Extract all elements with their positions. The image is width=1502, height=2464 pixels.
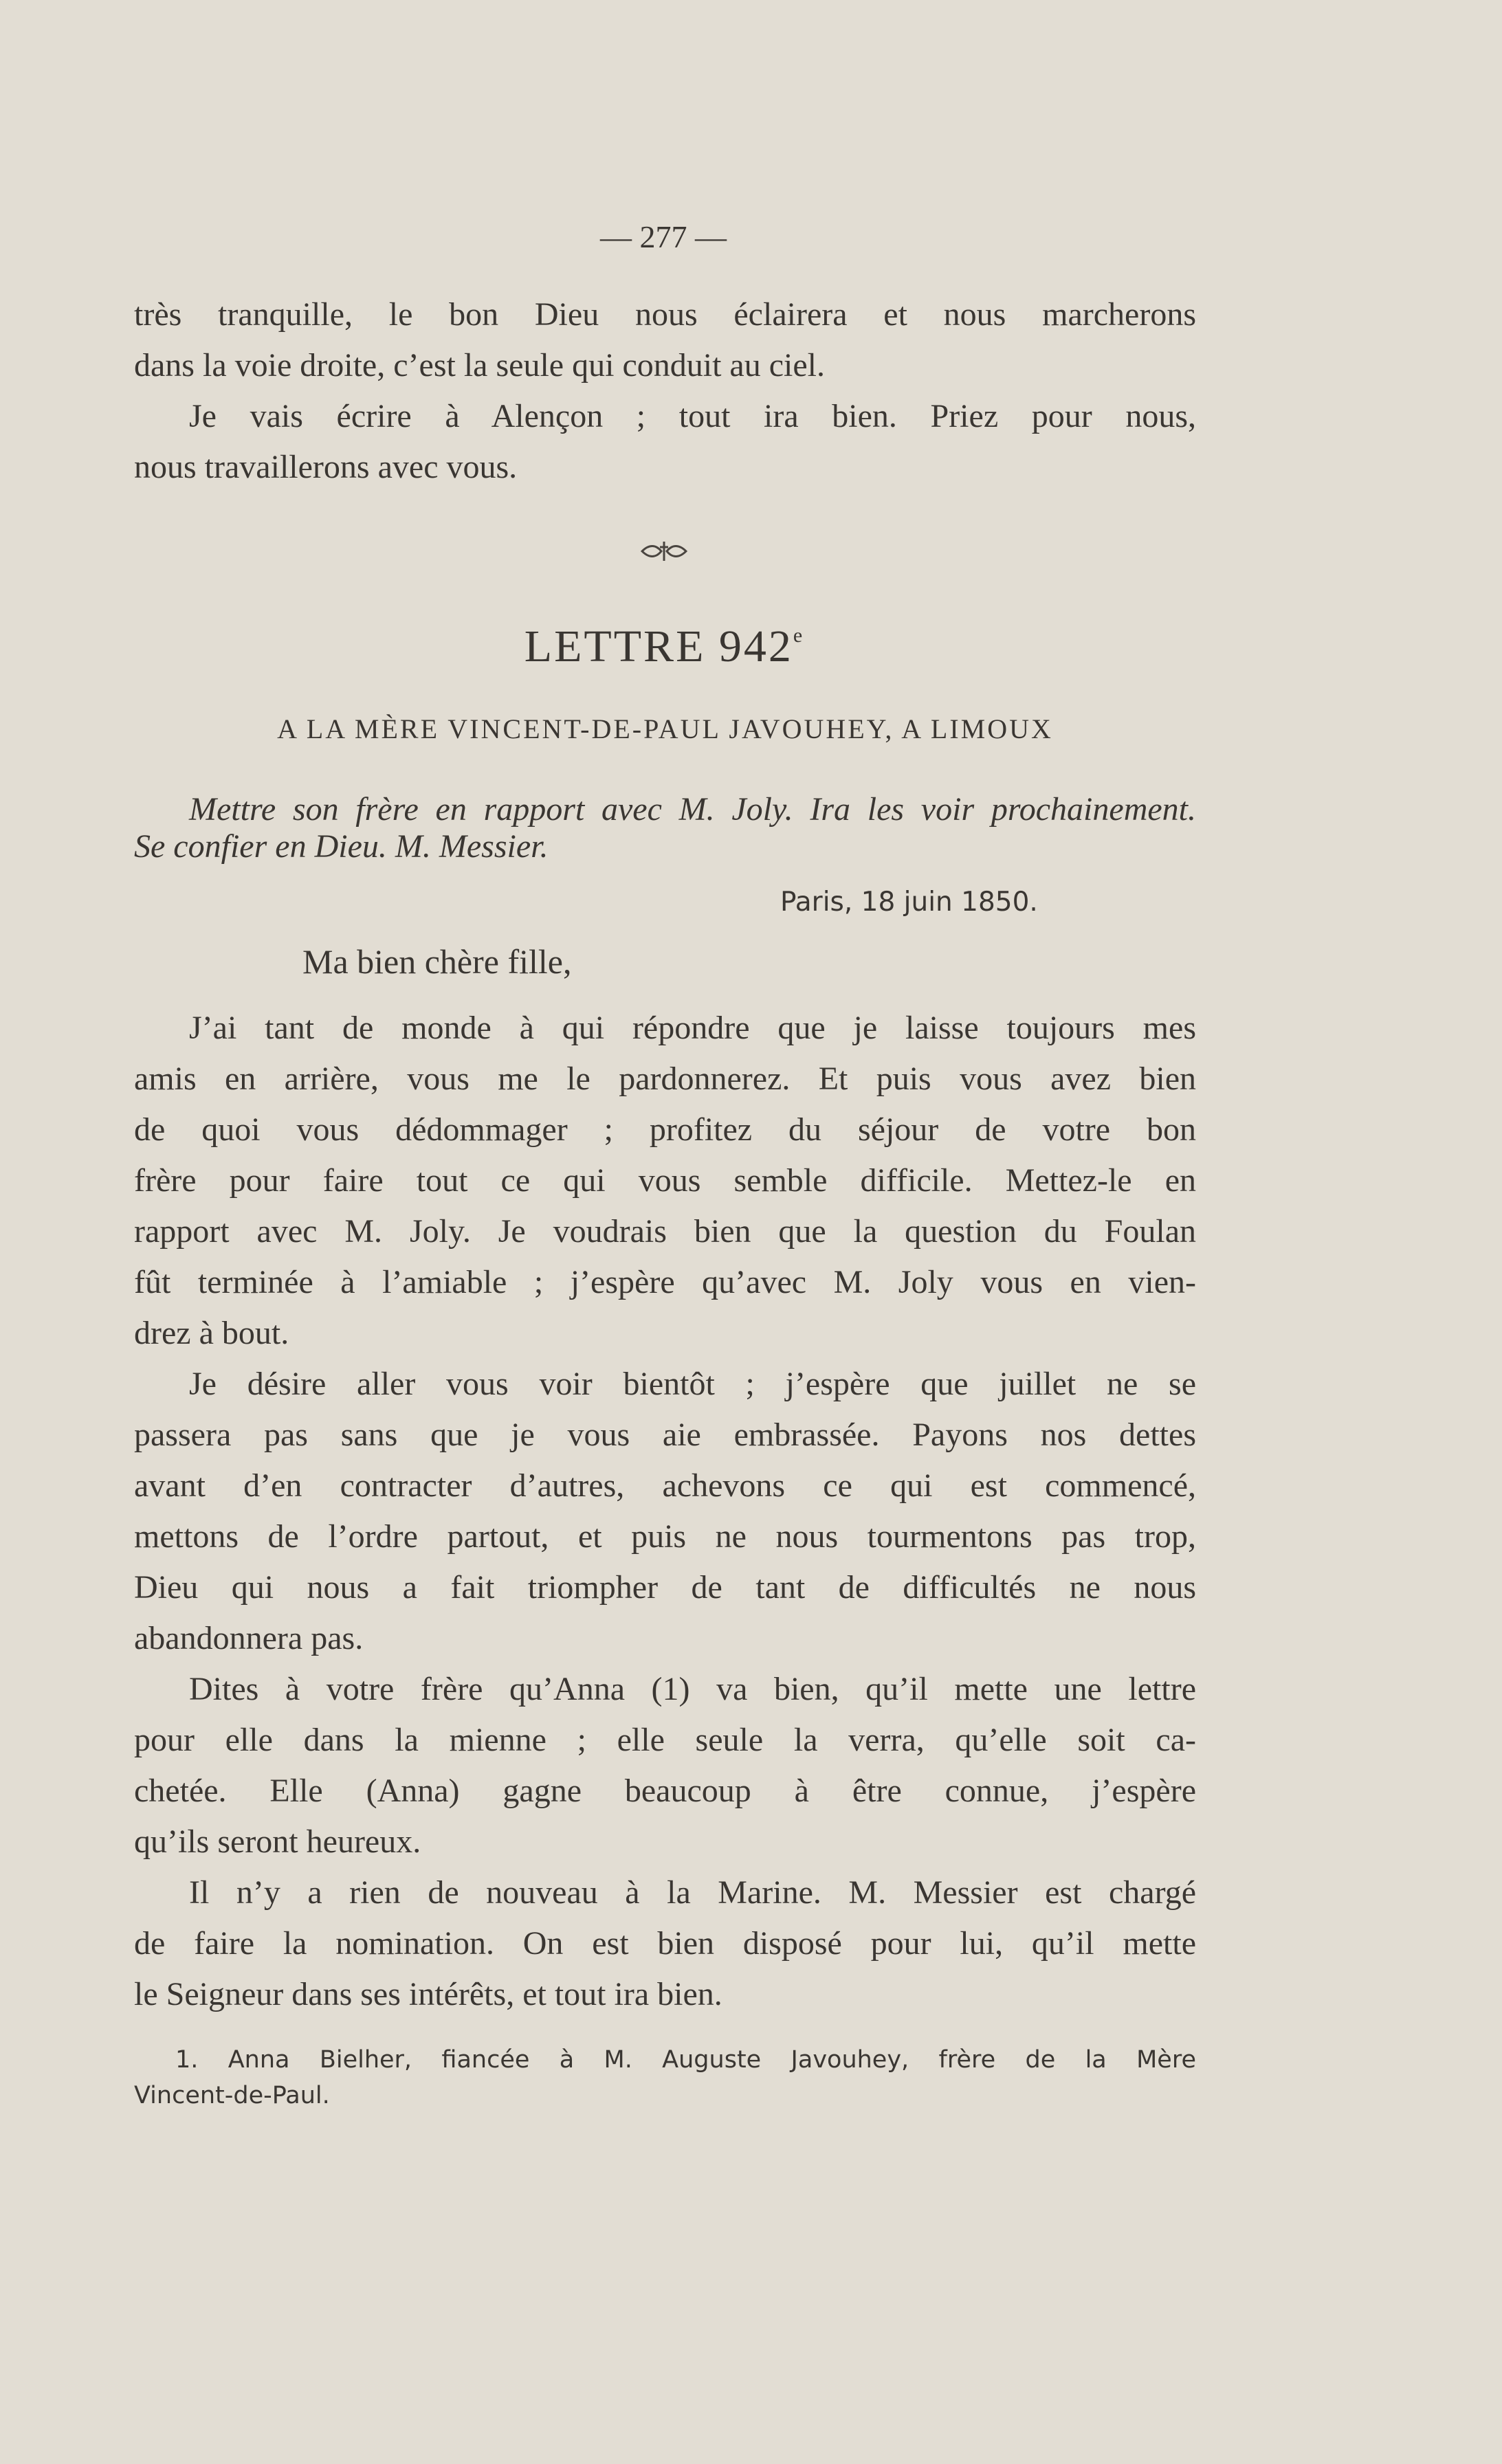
body-line: chetée. Elle (Anna) gagne beaucoup à être connue, j’espère <box>134 1773 1196 1809</box>
page-number: — 277 — <box>600 219 727 254</box>
letter-addressee: A LA MÈRE VINCENT-DE-PAUL JAVOUHEY, A LIMOUX <box>277 713 1053 744</box>
body-line: Dites à votre frère qu’Anna (1) va bien, qu’il mette une lettre <box>189 1671 1196 1707</box>
body-line: abandonnera pas. <box>134 1620 364 1656</box>
body-line: J’ai tant de monde à qui répondre que je laisse toujours mes <box>189 1010 1196 1046</box>
letter-title-text: LETTRE 942 <box>524 621 793 672</box>
summary-line: Mettre son frère en rapport avec M. Joly. Ira les voir prochainement. <box>189 791 1196 828</box>
continuation-line: nous travaillerons avec vous. <box>134 449 518 485</box>
salutation: Ma bien chère fille, <box>302 942 572 981</box>
body-line: avant d’en contracter d’autres, achevons ce qui est commencé, <box>134 1467 1196 1504</box>
body-line: le Seigneur dans ses intérêts, et tout ira bien. <box>134 1976 722 2012</box>
body-line: pour elle dans la mienne ; elle seule la verra, qu’elle soit ca- <box>134 1722 1196 1758</box>
letter-title-superscript: e <box>793 624 803 647</box>
body-line: amis en arrière, vous me le pardonnerez. Et puis vous avez bien <box>134 1061 1196 1097</box>
body-line: rapport avec M. Joly. Je voudrais bien que la question du Foulan <box>134 1213 1196 1250</box>
footnote-line: Vincent-de-Paul. <box>134 2082 330 2109</box>
body-line: Il n’y a rien de nouveau à la Marine. M. Messier est chargé <box>189 1874 1196 1911</box>
body-line: de faire la nomination. On est bien disposé pour lui, qu’il mette <box>134 1925 1196 1962</box>
letter-title <box>0 621 1327 673</box>
body-line: passera pas sans que je vous aie embrassée. Payons nos dettes <box>134 1417 1196 1453</box>
body-line: qu’ils seront heureux. <box>134 1823 421 1860</box>
footnote-line: 1. Anna Bielher, fiancée à M. Auguste Javouhey, frère de la Mère <box>175 2046 1196 2074</box>
place-date: Paris, 18 juin 1850. <box>780 887 1038 918</box>
body-line: mettons de l’ordre partout, et puis ne nous tourmentons pas trop, <box>134 1518 1196 1555</box>
body-line: fût terminée à l’amiable ; j’espère qu’avec M. Joly vous en vien- <box>134 1264 1196 1300</box>
body-line: de quoi vous dédommager ; profitez du séjour de votre bon <box>134 1111 1196 1148</box>
body-line: Dieu qui nous a fait triompher de tant de difficultés ne nous <box>134 1569 1196 1606</box>
continuation-line: Je vais écrire à Alençon ; tout ira bien. Priez pour nous, <box>189 398 1196 434</box>
body-line: frère pour faire tout ce qui vous semble difficile. Mettez-le en <box>134 1162 1196 1199</box>
continuation-line: dans la voie droite, c’est la seule qui conduit au ciel. <box>134 347 825 384</box>
body-line: drez à bout. <box>134 1315 289 1351</box>
fleuron-ornament-icon <box>639 537 689 565</box>
summary-line: Se confier en Dieu. M. Messier. <box>134 828 549 865</box>
continuation-line: très tranquille, le bon Dieu nous éclairera et nous marcherons <box>134 296 1196 333</box>
body-line: Je désire aller vous voir bientôt ; j’espère que juillet ne se <box>189 1366 1196 1402</box>
